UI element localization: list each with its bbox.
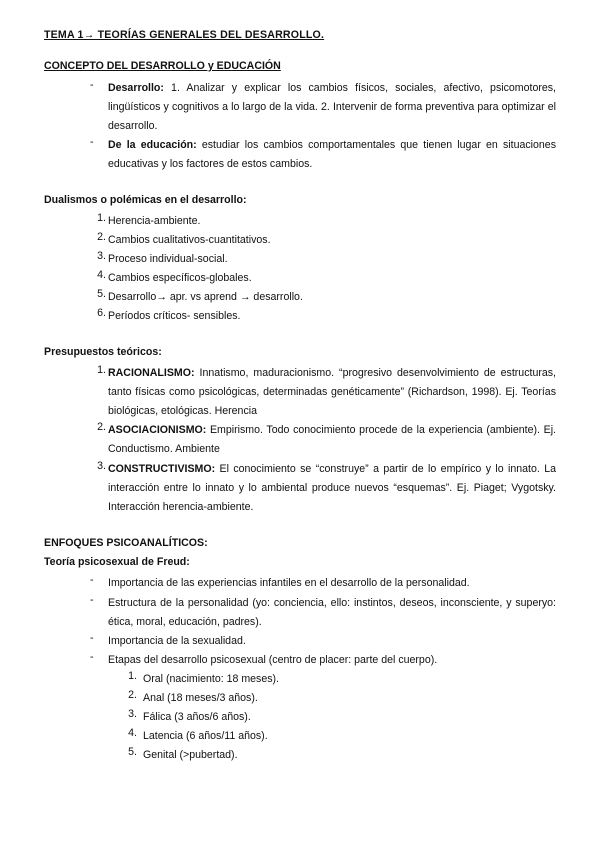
list-item [125, 670, 279, 689]
term: De la educación: [108, 139, 197, 151]
list-marker: - [90, 651, 94, 663]
item-text: Importancia de la sexualidad. [108, 635, 246, 647]
term: CONSTRUCTIVISMO: [108, 463, 216, 475]
list-item [90, 594, 556, 632]
list-item [90, 231, 556, 250]
list-marker: 3. [97, 460, 106, 472]
item-text: Oral (nacimiento: 18 meses). [143, 673, 280, 685]
item-text: Desarrollo→ apr. vs aprend → desarrollo. [108, 291, 303, 303]
list-marker: - [90, 79, 94, 91]
list-marker: 6. [97, 307, 106, 319]
list-item [90, 269, 556, 288]
list-marker: 2. [128, 689, 137, 701]
item-text: Proceso individual-social. [108, 253, 228, 265]
item-text: Períodos críticos- sensibles. [108, 310, 241, 322]
term: Desarrollo: [108, 82, 164, 94]
list-item [90, 632, 556, 651]
list-marker: 5. [128, 746, 137, 758]
item-text: Cambios cualitativos-cuantitativos. [108, 234, 271, 246]
term: RACIONALISMO: [108, 367, 195, 379]
list-item [90, 250, 556, 269]
item-text: Herencia-ambiente. [108, 215, 201, 227]
item-text: El conocimiento se “construye” a partir de lo empírico y lo innato. La interacción entre lo innato y lo ambiental produce nuevos “esquemas”. Ej. Piaget; Vygotsky. Interacción herencia-ambiente. [108, 463, 556, 513]
list-marker: 2. [97, 421, 106, 433]
list-item [125, 708, 251, 727]
list-item [125, 727, 268, 746]
list-item [90, 574, 556, 593]
list-item [90, 288, 556, 307]
list-marker: - [90, 594, 94, 606]
list-item [125, 689, 258, 708]
item-text: estudiar los cambios comportamentales que tienen lugar en situaciones educativas y los factores de estos cambios. [108, 139, 556, 170]
list-item [90, 212, 556, 231]
item-text: Latencia (6 años/11 años). [143, 730, 268, 742]
item-text: Anal (18 meses/3 años). [143, 692, 258, 704]
list-marker: 1. [97, 364, 106, 376]
section-heading-presupuestos: Presupuestos teóricos: [44, 346, 162, 358]
page-title: TEMA 1→ TEORÍAS GENERALES DEL DESARROLLO. [44, 29, 325, 41]
item-text: Empirismo. Todo conocimiento procede de la experiencia (ambiente). Ej. Conductismo. Ambiente [108, 424, 556, 455]
item-text: Estructura de la personalidad (yo: conciencia, ello: instintos, deseos, inconsciente, y superyo: ética, moral, educación, padres). [108, 597, 556, 628]
list-marker: 3. [97, 250, 106, 262]
list-item [90, 79, 556, 136]
list-item [125, 746, 238, 765]
item-text: Fálica (3 años/6 años). [143, 711, 251, 723]
list-marker: 2. [97, 231, 106, 243]
subsection-heading-freud: Teoría psicosexual de Freud: [44, 556, 190, 568]
section-heading-dualismos: Dualismos o polémicas en el desarrollo: [44, 194, 247, 206]
list-marker: 4. [128, 727, 137, 739]
section-heading-concepto: CONCEPTO DEL DESARROLLO y EDUCACIÓN [44, 60, 281, 72]
list-marker: 1. [97, 212, 106, 224]
list-item [90, 307, 556, 326]
list-marker: - [90, 574, 94, 586]
item-text: Innatismo, maduracionismo. “progresivo desenvolvimiento de estructuras, tanto físicas como psicológicas, determinadas genéticamente” (Richardson, 1998). Ej. Teorías biológicas, etológicas. Herencia [108, 367, 556, 417]
list-marker: - [90, 136, 94, 148]
list-marker: 4. [97, 269, 106, 281]
list-marker: 3. [128, 708, 137, 720]
term: ASOCIACIONISMO: [108, 424, 207, 436]
list-item [90, 364, 556, 421]
item-text: Cambios específicos-globales. [108, 272, 252, 284]
item-text: Genital (>pubertad). [143, 749, 238, 761]
item-text: Importancia de las experiencias infantiles en el desarrollo de la personalidad. [108, 577, 470, 589]
section-heading-enfoques: ENFOQUES PSICOANALÍTICOS: [44, 537, 208, 549]
list-marker: 1. [128, 670, 137, 682]
list-marker: 5. [97, 288, 106, 300]
list-marker: - [90, 632, 94, 644]
list-item [90, 651, 556, 670]
item-text: Etapas del desarrollo psicosexual (centro de placer: parte del cuerpo). [108, 654, 438, 666]
list-item [90, 421, 556, 459]
item-text: 1. Analizar y explicar los cambios físicos, sociales, afectivo, psicomotores, lingüísticos y cognitivos a lo largo de la vida. 2. Intervenir de forma preventiva para optimizar el desarrollo. [108, 82, 556, 132]
list-item [90, 460, 556, 517]
list-item [90, 136, 556, 174]
